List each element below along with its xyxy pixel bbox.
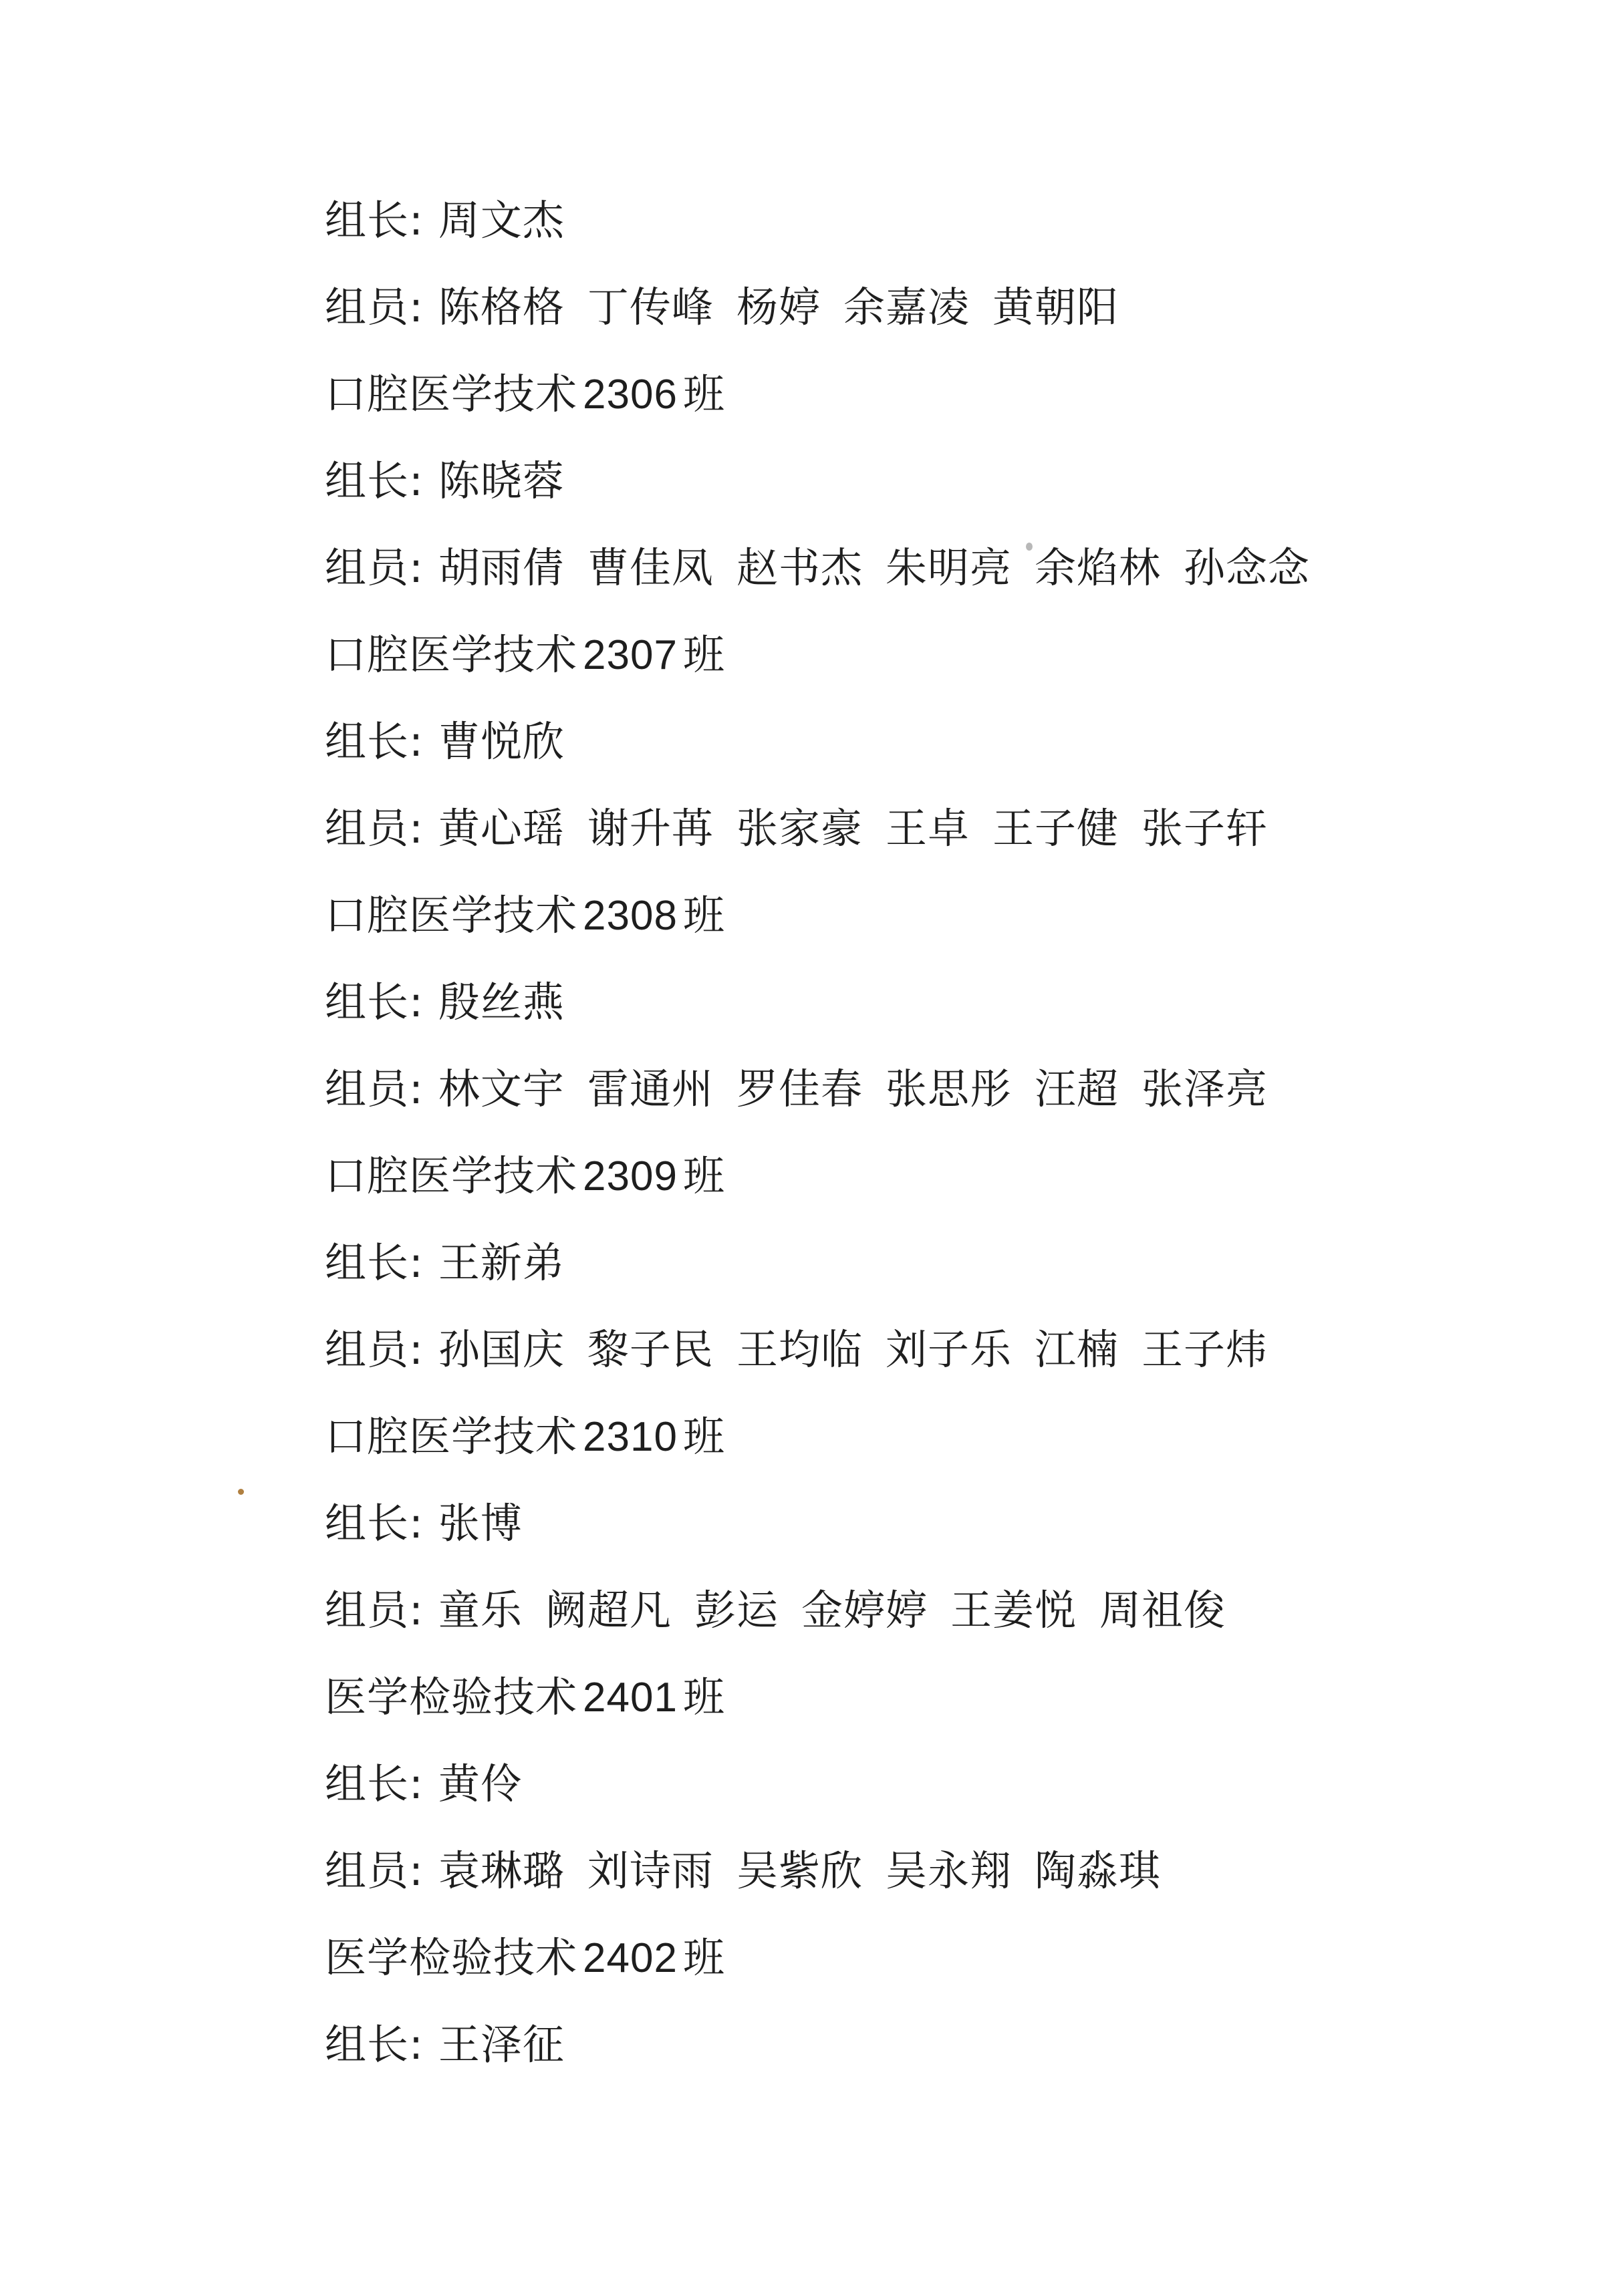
leader-label: 组长 — [325, 2020, 410, 2069]
person-name: 黎子民 — [587, 1325, 714, 1374]
group-leader-line — [325, 1230, 1528, 1316]
leader-label: 组长 — [325, 1759, 410, 1808]
class-heading — [325, 1924, 1528, 2011]
name-list — [438, 283, 1142, 331]
class-number: 2308 — [583, 893, 678, 939]
class-number: 2309 — [583, 1153, 678, 1199]
scan-speck — [238, 1489, 244, 1495]
members-label: 组员 — [325, 283, 410, 331]
name-list — [438, 543, 1333, 592]
group-leader-line — [325, 448, 1528, 535]
person-name: 罗佳春 — [736, 1064, 863, 1113]
person-name: 孙国庆 — [438, 1325, 565, 1374]
person-name: 江楠 — [1034, 1325, 1119, 1374]
class-heading — [325, 621, 1528, 708]
name-list — [438, 456, 587, 505]
group-members-line — [325, 795, 1528, 882]
person-name: 吴紫欣 — [736, 1846, 863, 1895]
person-name: 王卓 — [885, 804, 970, 853]
class-program: 口腔医学技术 — [325, 891, 578, 940]
class-program: 口腔医学技术 — [325, 1412, 578, 1461]
name-list — [438, 804, 1291, 853]
person-name: 阙超凡 — [545, 1586, 672, 1634]
label-separator: : — [409, 978, 424, 1026]
person-name: 刘诗雨 — [587, 1846, 714, 1895]
label-separator: : — [409, 1325, 424, 1374]
members-label: 组员 — [325, 1586, 410, 1634]
class-suffix: 班 — [682, 1933, 725, 1982]
members-label: 组员 — [325, 543, 410, 592]
person-name: 胡雨倩 — [438, 543, 565, 592]
group-leader-line — [325, 2011, 1528, 2098]
person-name: 刘子乐 — [885, 1325, 1012, 1374]
name-list — [438, 1759, 545, 1808]
class-suffix: 班 — [682, 1151, 725, 1200]
class-number: 2307 — [583, 632, 678, 678]
class-number: 2401 — [583, 1675, 678, 1721]
label-separator: : — [409, 717, 424, 766]
name-list — [438, 717, 587, 766]
class-suffix: 班 — [682, 1673, 725, 1721]
leader-label: 组长 — [325, 717, 410, 766]
group-leader-line — [325, 1490, 1528, 1577]
person-name: 汪超 — [1034, 1064, 1119, 1113]
group-leader-line — [325, 1751, 1528, 1838]
person-name: 陈晓蓉 — [438, 456, 565, 505]
leader-label: 组长 — [325, 1238, 410, 1287]
group-members-line — [325, 1838, 1528, 1924]
person-name: 孙念念 — [1183, 543, 1310, 592]
class-number: 2310 — [583, 1414, 678, 1460]
label-separator: : — [409, 283, 424, 331]
person-name: 殷丝燕 — [438, 978, 565, 1026]
name-list — [438, 2020, 587, 2069]
person-name: 王均临 — [736, 1325, 863, 1374]
class-program: 口腔医学技术 — [325, 1151, 578, 1200]
person-name: 金婷婷 — [801, 1586, 928, 1634]
label-separator: : — [409, 2020, 424, 2069]
class-heading — [325, 1403, 1528, 1490]
class-heading — [325, 361, 1528, 448]
name-list — [438, 1325, 1291, 1374]
members-label: 组员 — [325, 1064, 410, 1113]
label-separator: : — [409, 1846, 424, 1895]
person-name: 赵书杰 — [736, 543, 863, 592]
class-number: 2402 — [583, 1935, 678, 1981]
person-name: 黄心瑶 — [438, 804, 565, 853]
class-number: 2306 — [583, 372, 678, 418]
label-separator: : — [409, 456, 424, 505]
person-name: 黄朝阳 — [992, 283, 1119, 331]
group-members-line — [325, 535, 1528, 621]
person-name: 王子炜 — [1141, 1325, 1268, 1374]
class-program: 口腔医学技术 — [325, 370, 578, 418]
label-separator: : — [409, 196, 424, 245]
person-name: 曹佳凤 — [587, 543, 714, 592]
person-name: 陶淼琪 — [1034, 1846, 1161, 1895]
class-suffix: 班 — [682, 891, 725, 940]
name-list — [438, 1846, 1184, 1895]
person-name: 周文杰 — [438, 196, 565, 245]
name-list — [438, 978, 587, 1026]
leader-label: 组长 — [325, 978, 410, 1026]
person-name: 陈格格 — [438, 283, 565, 331]
members-label: 组员 — [325, 1325, 410, 1374]
scan-speck — [1026, 543, 1033, 551]
class-suffix: 班 — [682, 370, 725, 418]
person-name: 吴永翔 — [885, 1846, 1012, 1895]
leader-label: 组长 — [325, 1499, 410, 1548]
person-name: 王姜悦 — [950, 1586, 1077, 1634]
label-separator: : — [409, 804, 424, 853]
person-name: 彭运 — [694, 1586, 779, 1634]
class-program: 口腔医学技术 — [325, 630, 578, 679]
person-name: 余焰林 — [1034, 543, 1161, 592]
person-name: 雷通州 — [587, 1064, 714, 1113]
group-roster — [325, 187, 1528, 2098]
class-heading — [325, 882, 1528, 969]
person-name: 张子轩 — [1141, 804, 1268, 853]
person-name: 张博 — [438, 1499, 523, 1548]
class-program: 医学检验技术 — [325, 1673, 578, 1721]
person-name: 曹悦欣 — [438, 717, 565, 766]
name-list — [438, 1064, 1291, 1113]
person-name: 周祖俊 — [1099, 1586, 1226, 1634]
name-list — [438, 196, 587, 245]
person-name: 王泽征 — [438, 2020, 565, 2069]
person-name: 林文宇 — [438, 1064, 565, 1113]
label-separator: : — [409, 1499, 424, 1548]
group-members-line — [325, 1577, 1528, 1664]
class-suffix: 班 — [682, 1412, 725, 1461]
members-label: 组员 — [325, 804, 410, 853]
person-name: 张家豪 — [736, 804, 863, 853]
person-name: 朱明亮 — [885, 543, 1012, 592]
class-program: 医学检验技术 — [325, 1933, 578, 1982]
group-members-line — [325, 1316, 1528, 1403]
person-name: 黄伶 — [438, 1759, 523, 1808]
class-heading — [325, 1664, 1528, 1751]
person-name: 王子健 — [992, 804, 1119, 853]
person-name: 张思彤 — [885, 1064, 1012, 1113]
class-heading — [325, 1143, 1528, 1230]
person-name: 余嘉凌 — [843, 283, 970, 331]
group-leader-line — [325, 969, 1528, 1056]
label-separator: : — [409, 1238, 424, 1287]
leader-label: 组长 — [325, 456, 410, 505]
members-label: 组员 — [325, 1846, 410, 1895]
person-name: 张泽亮 — [1141, 1064, 1268, 1113]
group-leader-line — [325, 187, 1528, 274]
group-leader-line — [325, 708, 1528, 795]
label-separator: : — [409, 1586, 424, 1634]
name-list — [438, 1238, 587, 1287]
person-name: 袁琳璐 — [438, 1846, 565, 1895]
group-members-line — [325, 274, 1528, 361]
group-members-line — [325, 1056, 1528, 1143]
name-list — [438, 1499, 545, 1548]
person-name: 童乐 — [438, 1586, 523, 1634]
name-list — [438, 1586, 1248, 1634]
person-name: 丁传峰 — [587, 283, 714, 331]
label-separator: : — [409, 543, 424, 592]
label-separator: : — [409, 1759, 424, 1808]
leader-label: 组长 — [325, 196, 410, 245]
label-separator: : — [409, 1064, 424, 1113]
class-suffix: 班 — [682, 630, 725, 679]
person-name: 杨婷 — [736, 283, 821, 331]
person-name: 王新弟 — [438, 1238, 565, 1287]
person-name: 谢升苒 — [587, 804, 714, 853]
